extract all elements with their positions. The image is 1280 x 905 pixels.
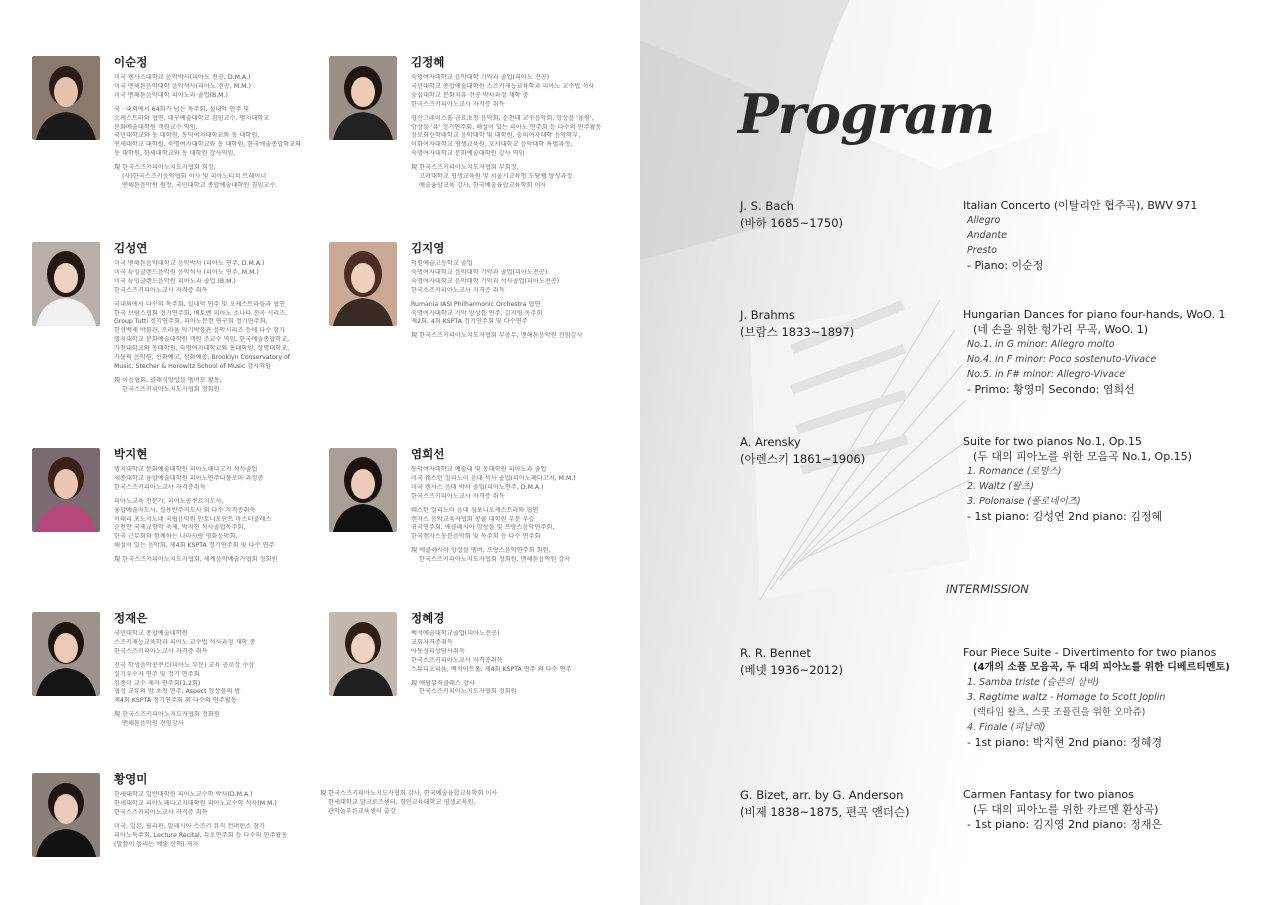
performer-name: 염희선 <box>411 447 445 461</box>
performers: - Primo: 황영미 Secondo: 염희선 <box>967 383 1135 396</box>
performer-bio-text: 백석예술대학교졸업(피아노전공) 교회자격증취득 아동심리상담사취득 한국스즈키피아노교사 자격증취득 스튜디오리움, 백석아트홀, 제4회 KSPTA 연주 외 다수 연주 現 예담뮤직클래스 강사 한국스즈키피아노지도자협회 정회원 <box>411 630 572 696</box>
performer-bio-text: 미국 캔사스대학교 음악박사(피아노 전공, D.M.A.) 미국 맨해튼음악대학 음악석사(피아노 전공, M.M.) 미국 맨해튼음악대학 피아노과 졸업(B.M.) 국 · 내외에서 64회가 넘는 독주회, 실내악 연주 및 오케스트라와 협연, 대구예술대학교 겸임교수, 명지대학교 문화예술대학원 객원교수 역임, 국민대학교와 동 대학원, 동덕여자대학교와 동 대학원, 연세대학교 대학원, 숙명여자대학교와 동 대학원, 한국예술종합학교와 동 대학원, 한세대학교와 동 대학원 강사역임, 現 한국스즈키피아노지도자협회 회장, (사)한국스즈키음악협회 이사 및 피아노티쳐 트레이너 맨해튼음악원 원장, 국민대학교 종합예술대학원 겸임교수. <box>114 74 302 189</box>
performer-bio-text: 동덕여자대학교 예술대 및 동대학원 피아노과 졸업 미국 웨스턴 일리노이 음대 석사 졸업(피아노페다고지, M.M.) 미국 캔사스 음대 박사 졸업(피아노연주, D.M.A.) 한국스즈키피아노교사 자격증 취득 웨스턴 일리노이 음대 심포니오케스트라와 협연 캔자스 음악교육자협회 콩쿨 대학원 부문 우승 귀국연주회, 에클레시아 앙상블 및 프랑스음악연주회, 한국캔자스동문음악회 및 독주회 등 다수 연주회 現 에클레시아 앙상블 멤버, 프랑스음악연주회 회원, 한국스즈키피아노지도자협회 정회원, 맨해튼음악원 강사 <box>411 466 576 564</box>
movement: Andante <box>967 230 1007 241</box>
movement: Presto <box>967 245 997 256</box>
movement: No.1. in G minor: Allegro molto <box>967 339 1115 350</box>
work-title: Carmen Fantasy for two pianos <box>963 788 1134 801</box>
work-title: Hungarian Dances for piano four-hands, WoO. 1 <box>963 308 1226 321</box>
work-subtitle: (4개의 소품 모음곡, 두 대의 피아노를 위한 디베르티멘토) <box>973 662 1230 673</box>
composer-korean: (아렌스키 1861~1906) <box>740 452 866 466</box>
work-title: Italian Concerto (이탈리안 협주곡), BWV 971 <box>963 199 1198 212</box>
program-work <box>963 787 1263 832</box>
composer-name: J. S. Bach <box>740 199 794 213</box>
movement: 1. Samba triste (슬픈의 삼바) <box>967 677 1100 688</box>
movement: (랙타임 왈츠, 스콧 조플린을 위한 오마쥬) <box>973 707 1146 718</box>
performer-name: 김지영 <box>411 241 445 255</box>
program-work <box>963 198 1263 273</box>
performer-photo <box>329 56 397 140</box>
work-title: Suite for two pianos No.1, Op.15 <box>963 435 1142 448</box>
program-composer <box>740 787 910 821</box>
performers: - 1st piano: 김지영 2nd piano: 정재은 <box>967 818 1163 831</box>
performer-photo <box>32 612 100 696</box>
performers: - Piano: 이순정 <box>967 259 1044 272</box>
composer-korean: (베넷 1936~2012) <box>740 663 844 677</box>
work-title: Four Piece Suite - Divertimento for two pianos <box>963 646 1217 659</box>
performer-name: 박지현 <box>114 447 148 461</box>
program-work <box>963 307 1263 397</box>
intermission-label: INTERMISSION <box>946 582 1029 596</box>
composer-name: A. Arensky <box>740 435 801 449</box>
composer-name: G. Bizet, arr. by G. Anderson <box>740 788 904 802</box>
movement: 2. Waltz (왈츠) <box>967 481 1034 492</box>
performer-photo <box>32 56 100 140</box>
performer-name: 황영미 <box>114 772 148 786</box>
performer-name: 김성연 <box>114 241 148 255</box>
program-work <box>963 645 1263 750</box>
program-work <box>963 434 1263 524</box>
performer-photo <box>329 242 397 326</box>
performer-photo <box>329 448 397 532</box>
work-subtitle: (두 대의 피아노를 위한 카르멘 환상곡) <box>973 803 1159 816</box>
movement: 3. Polonaise (폴로네이즈) <box>967 496 1081 507</box>
movement: 4. Finale (피날레) <box>967 722 1046 733</box>
performer-bio-text-continued: 現 한국스즈키피아노지도자협회 감사, 한국예술융합교육학회 이사 한세대학교 달크로즈센터, 경인교육대학교 평생교육원, 관악놀푸른교육센터 출강 <box>320 790 498 815</box>
movement: No.4. in F minor: Poco sostenuto-Vivace <box>967 354 1157 365</box>
performer-name: 김정혜 <box>411 55 445 69</box>
composer-name: R. R. Bennet <box>740 646 811 660</box>
movement: 3. Ragtime waltz - Homage to Scott Joplin <box>967 692 1166 703</box>
performer-bio-text: 명지대학교 문화예술대학원 피아노페다고지 석사졸업 세종대학교 융합예술대학원 피아노연주디플로마 과정중 한국스즈키피아노교사 자격증취득 피아노교육 전문가, 피아노콩쿠르지도사, 융합예술지도사, 실용반주지도사 외 다수 자격증취득 이태리 포노서노네 국립음악원 안토니오단트 마스터클래스 순천만 국제교향악 축제, 박지현 석사졸업독주회, 한국 근무회와 함께하는 나라사랑 평화음악회, 해설이 있는 음악회, 제4회 KSPTA 정기연주회 및 다수 연주 現 한국스즈키피아노지도자협회, 세계음악예술가협회 정회원 <box>114 466 278 564</box>
performer-bio-text: 한세대학교 일반대학원 피아노교수학 박사(D.M.A.) 한세대학교 피아노페다고지대학원 피아노교수학 석사(M.M.) 한국스즈키피아노교사 자격증 취득 미국, 일본, 필리핀, 말레시아 스즈키 뮤직 컨퍼런스 참가 피아노독주회, Lecture Recital, 듀오연주회 등 다수의 연주활동 (말씀이 들리는 예술 산책) 저자 <box>114 791 288 848</box>
movement: Allegro <box>967 215 1001 226</box>
program-composer <box>740 198 843 232</box>
composer-korean: (브람스 1833~1897) <box>740 325 855 339</box>
program-composer <box>740 307 854 341</box>
performer-photo <box>32 773 100 857</box>
movement: No.5. in F# minor: Allegro-Vivace <box>967 369 1126 380</box>
program-title: Program <box>738 82 995 146</box>
performer-bio-text: 숙명여자대학교 음악대학 기악과 졸업(피아노 전공) 국민대학교 종합예술대학원 스즈키재능교육학과 피아노 교수법 석사 숭실대학교 문화치유 전공 박사과정 재학 중 한국스즈키피아노교사 자격증 취득 영산그레이스홀 금요초청 음악회, 순천대 교수음악회, 앙상블 '율림', 앙상블 '유' 정기연주회, 해설이 있는 피아노 연주회 등 다수의 연주활동 장로회신학대학교 음악대학 및 대학원, 숭의여자대학 음악학부, 이화여자대학교 평생교육원, 호서대학교 음악대학 특별과정, 숙명여자대학교 문화예술대학원 강사 역임 現 한국스즈키피아노지도자협회 부회장, 고려대학교 평생교육원 및 서울시교육청 도담쌤 양성과정 예술융합교육 강사, 한국예술융합교육학회 이사 <box>411 74 602 189</box>
composer-korean: (바하 1685~1750) <box>740 216 844 230</box>
performer-photo <box>329 612 397 696</box>
composer-name: J. Brahms <box>740 308 795 322</box>
work-subtitle: (두 대의 피아노를 위한 모음곡 No.1, Op.15) <box>973 450 1192 463</box>
performer-name: 이순정 <box>114 55 148 69</box>
composer-korean: (비제 1838~1875, 편곡 앤더슨) <box>740 805 910 819</box>
performer-bio-text: 미국 맨해튼음악대학교 음악박사 (피아노 연주, D.M.A.) 미국 뉴잉글랜드음악원 음악석사 (피아노 연주, M.M.) 미국 뉴잉글랜드음악원 피아노과 졸업 (B.M.) 한국스즈키피아노교사 자격증 취득 국내외에서 다수의 독주회, 실내악 연주 및 오케스트라들과 협연 한국 브람스협회 정기연주회, 베토벤 피아노 소나타 전곡 시리즈, Group Tutti 정기연주회, 피아노문헌 연구회 정기연주회, 한성백제 박물관, 프라움 악기박물관 음악시리즈 등에 다수 참가 명지대학교 문화예술대학원 객원 조교수 역임, 한국예술종합학교, 가천대학교와 동대학원, 숙명여자대학교와 동대학원, 상명대학교, 가톨릭 음악원, 선화예고, 선화예중, Brooklyn Conservatory of Music, Stecher & Horowitz School of Music 강사역임 現 이음협회, 클래식앙상블 멤버로 활동, 한국스즈키피아노지도자협회 정회원 <box>114 260 290 393</box>
movement: 1. Romance (로망스) <box>967 466 1062 477</box>
performer-bio-text: 덕원예술고등학교 졸업 숙명여자대학교 음악대학 기악과 졸업(피아노전공) 숙명여자대학교 음악대학 기악과 석사졸업(피아노전공) 한국스즈키피아노교사 자격증 취득 Rumania IASI Philharmonic Orchestra 협연 숙명여자대학교 기악 앙상블 연주, 김지영 독주회 제2회, 4회 KSPTA 정기연주회 및 다수연주 現 한국스즈키피아노지도자협회 부총무, 맨해튼음악원 전임강사 <box>411 260 583 340</box>
performers: - 1st piano: 박지현 2nd piano: 정혜경 <box>967 736 1163 749</box>
performer-bio-text: 국민대학교 종합예술대학원 스즈키재능교육학과 피아노 교수법 석사과정 재학 중 한국스즈키피아노교사 자격증 취득 전국 학생음악콩쿠르(피아노 부문) 교육 공로상 수상 실기우수자 연주 및 정기 연주회 김종미 교수 제자 연주회(1,2회) 협성 교류의 밤 초청 연주, Aspect 앙상블의 밤 제4회 KSPTA 정기연주회 외 다수의 연주활동 現 한국스즈키피아노지도자협회 정회원 맨해튼음악원 전임강사 <box>114 630 256 728</box>
performer-name: 정혜경 <box>411 611 445 625</box>
performer-photo <box>32 242 100 326</box>
performer-name: 정재은 <box>114 611 148 625</box>
program-composer <box>740 645 843 679</box>
work-subtitle: (네 손을 위한 헝가리 무곡, WoO. 1) <box>973 323 1148 336</box>
performer-photo <box>32 448 100 532</box>
performers: - 1st piano: 김성연 2nd piano: 김정혜 <box>967 510 1163 523</box>
program-composer <box>740 434 865 468</box>
